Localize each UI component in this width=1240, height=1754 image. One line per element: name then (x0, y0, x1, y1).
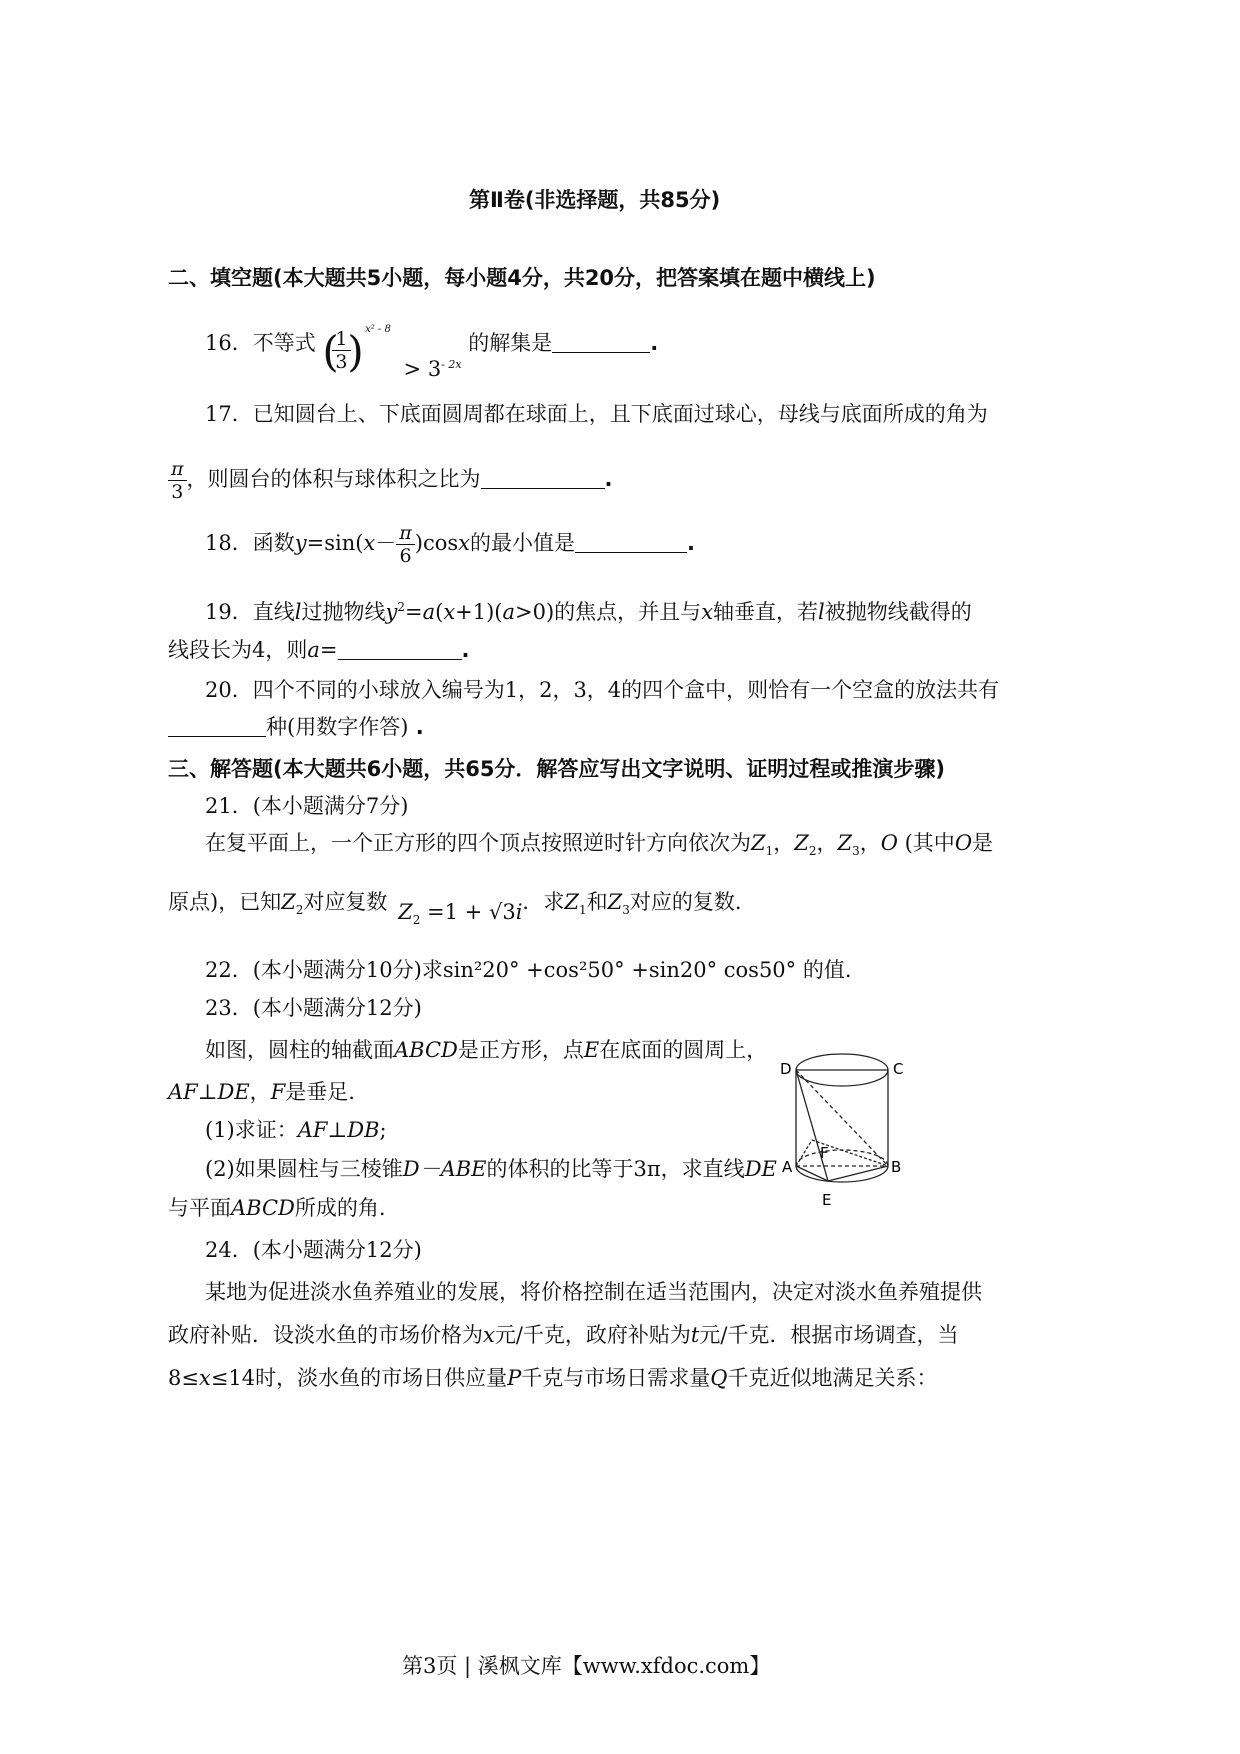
q16-suffix: 的解集是 (468, 331, 553, 355)
q23-e: E (583, 1038, 600, 1062)
part3-heading: 三、解答题(本大题共6小题，共65分．解答应写出文字说明、证明过程或推演步骤) (168, 757, 946, 781)
q21-paren: (其中 (904, 831, 955, 855)
q21-z3b: Z (607, 890, 623, 914)
q24-l3b: ≤14时，淡水鱼的市场日供应量 (210, 1366, 508, 1390)
q24-line2 (168, 1321, 958, 1349)
label-A: A (782, 1158, 793, 1176)
q19-x2: x (701, 600, 714, 624)
q24-x2: x (198, 1366, 211, 1390)
q18-y: y (294, 531, 307, 555)
q19-a3: a (307, 638, 320, 662)
q23-s2b: 的体积的比等于3π，求直线 (486, 1157, 745, 1181)
q21-is: 是 (972, 831, 994, 855)
q23-abcd2: ABCD (231, 1196, 295, 1220)
q24-title: 24．(本小题满分12分) (205, 1238, 422, 1262)
q23-de: DE (217, 1080, 250, 1104)
q19-t6: >0)的焦点，并且与 (515, 600, 702, 624)
q21-z2s: 2 (808, 844, 817, 859)
q23-de2: DE (744, 1157, 777, 1181)
q23-s2a: (2)如果圆柱与三棱锥 (205, 1157, 403, 1181)
label-C: C (893, 1060, 904, 1078)
q24-line3 (168, 1364, 938, 1392)
q19-l: l (294, 600, 302, 624)
q20-text: 种(用数字作答) (266, 715, 409, 739)
q24-l2c: 元/千克．根据市场调查，当 (699, 1323, 959, 1347)
part2-heading: 二、填空题(本大题共5小题，每小题4分，共20分，把答案填在题中横线上) (168, 266, 876, 290)
question-20-line2: 种(用数字作答) . (168, 713, 424, 741)
q21-l2d: 对应的复数. (629, 890, 742, 914)
question-17-line2: $\frac{\pi}{3}$ ，则圆台的体积与球体积之比为 . (168, 458, 612, 503)
label-B: B (891, 1158, 902, 1176)
q24-t: t (690, 1323, 700, 1347)
q19-eq: = (319, 638, 338, 662)
q16-exp: x² - 8 (365, 324, 391, 335)
q21-z1b: Z (564, 890, 579, 914)
q19-t5: +1)( (455, 600, 503, 624)
question-22: 22．(本小题满分10分)求sin²20° +cos²50° +sin20° cos50° 的值. (205, 958, 852, 982)
q18-answer-blank[interactable] (575, 532, 687, 553)
q23-db: DB (347, 1118, 380, 1142)
question-16: 16．不等式 ( $\frac{1}{3}$ ) $^{x^2 - 8} > 3^{- 2x}$ 的解集是 . (205, 324, 659, 381)
q19-t8: 被抛物线截得的 (824, 600, 972, 624)
q19-x: x (443, 600, 456, 624)
q19-y: y (385, 600, 398, 624)
q24-line1: 某地为促进淡水鱼养殖业的发展，将价格控制在适当范围内，决定对淡水鱼养殖提供 (205, 1280, 982, 1304)
q23-l1b: 是正方形，点 (457, 1038, 584, 1062)
q19-a1: a (422, 600, 436, 624)
q18-x2: x (458, 531, 470, 555)
q21-z1bs: 1 (579, 903, 587, 918)
q21-z3: Z (837, 831, 853, 855)
q23-s2d: 所成的角. (294, 1196, 386, 1220)
q21-formula-sub: 2 (412, 913, 421, 928)
q24-l2b: 元/千克，政府补贴为 (494, 1323, 691, 1347)
q18-frac-den: 6 (399, 545, 412, 567)
q21-z2bs: 2 (295, 903, 304, 918)
question-19-line2: 线段长为4，则a= . (168, 638, 470, 662)
question-20-line1: 20．四个不同的小球放入编号为1，2，3，4的四个盒中，则恰有一个空盒的放法共有 (205, 678, 1000, 702)
question-18: 18．函数y=sin(x－ $\frac{\pi}{6}$ )cosx的最小值是 . (205, 522, 695, 567)
q23-sub2 (205, 1155, 777, 1183)
q17-frac-num: π (168, 458, 187, 481)
q17-answer-blank[interactable] (481, 468, 605, 489)
q24-p: P (507, 1366, 522, 1390)
segment-af (796, 1140, 812, 1166)
q23-perp: ⊥ (197, 1080, 218, 1104)
q23-af: AF (168, 1080, 198, 1104)
label-E: E (822, 1191, 832, 1209)
q21-o2: O (954, 831, 973, 855)
q16-frac-den: 3 (335, 351, 348, 373)
q21-z1s: 1 (765, 844, 774, 859)
q21-formula-z: Z (398, 900, 413, 924)
q16-answer-blank[interactable] (552, 332, 650, 353)
q23-line1 (205, 1036, 767, 1064)
q18-after: )cos (414, 531, 459, 555)
q23-title: 23．(本小题满分12分) (205, 996, 422, 1020)
q21-z1: Z (751, 831, 766, 855)
q16-prefix: 16．不等式 (205, 331, 316, 355)
q24-q: Q (710, 1366, 728, 1390)
q23-l1c: 在底面的圆周上， (599, 1038, 768, 1062)
q23-af2: AF (297, 1118, 328, 1142)
q19-answer-blank[interactable] (338, 639, 462, 660)
label-D: D (780, 1060, 792, 1078)
q19-t7: 轴垂直，若 (713, 600, 819, 624)
q21-z3s: 3 (852, 844, 860, 859)
q24-l2a: 政府补贴．设淡水鱼的市场价格为 (168, 1323, 483, 1347)
q16-exp2: - 2x (441, 358, 462, 371)
q19-t4: ( (435, 600, 444, 624)
q21-line1: 在复平面上，一个正方形的四个顶点按照逆时针方向依次为$Z_1$，$Z_2$，$Z_3$，O (其中O是 (205, 831, 994, 859)
segment-eb (828, 1166, 888, 1181)
q23-f: F (270, 1080, 286, 1104)
q23-semi: ; (379, 1118, 387, 1142)
bottom-ellipse-front (796, 1166, 888, 1182)
q24-l3a: 8≤ (168, 1366, 199, 1390)
q21-title: 21．(本小题满分7分) (205, 794, 409, 818)
q24-l3d: 千克近似地满足关系： (727, 1366, 938, 1390)
q19-sup: 2 (397, 600, 405, 614)
page-footer: 第3页 | 溪枫文库【www.xfdoc.com】 (402, 1654, 771, 1678)
q23-sub2-line2 (168, 1194, 386, 1222)
q18-mid: =sin( (306, 531, 364, 555)
q18-frac-num: π (396, 522, 415, 545)
question-19-line1 (205, 593, 972, 626)
q23-line2: AF⊥DE，F是垂足. (168, 1080, 355, 1104)
q16-frac-num: 1 (332, 328, 350, 351)
label-F: F (820, 1144, 829, 1162)
q21-l2a: 原点)，已知 (168, 890, 282, 914)
q23-dabe: D－ABE (402, 1157, 487, 1181)
question-17-line1: 17．已知圆台上、下底面圆周都在球面上，且下底面过球心，母线与底面所成的角为 (205, 402, 988, 426)
q21-l2b: 对应复数 (303, 890, 388, 914)
q23-abcd: ABCD (394, 1038, 458, 1062)
q21-and: 和 (586, 890, 608, 914)
cylinder-figure (776, 1048, 916, 1218)
q21-formula-rest: =1 + √3 (420, 900, 516, 924)
section-title: 第Ⅱ卷(非选择题，共85分) (469, 188, 721, 212)
q19-line2: 线段长为4，则 (168, 638, 308, 662)
q21-line2 (168, 888, 742, 934)
q21-z2b: Z (281, 890, 296, 914)
q21-z3bs: 3 (622, 903, 630, 918)
q18-suffix: 的最小值是 (469, 531, 575, 555)
q16-gt: > 3 (403, 357, 442, 381)
q20-answer-blank[interactable] (168, 716, 266, 737)
q19-l2: l (818, 600, 825, 624)
q23-perp2: ⊥ (327, 1118, 348, 1142)
q23-sub1 (205, 1116, 387, 1144)
q21-l1: 在复平面上，一个正方形的四个顶点按照逆时针方向依次为 (205, 831, 751, 855)
q24-x: x (483, 1323, 495, 1347)
q21-o: O (880, 831, 898, 855)
q18-prefix: 18．函数 (205, 531, 295, 555)
q23-l1: 如图，圆柱的轴截面 (205, 1038, 394, 1062)
q19-a2: a (502, 600, 516, 624)
q18-minus: － (375, 531, 397, 555)
q23-s2c: 与平面 (168, 1196, 231, 1220)
q17-frac-den: 3 (171, 481, 184, 503)
q21-formula-i: i (515, 900, 523, 924)
q23-foot: 是垂足. (285, 1080, 355, 1104)
q19-t3: = (404, 600, 423, 624)
q19-t1: 19．直线 (205, 600, 295, 624)
q23-s1: (1)求证： (205, 1118, 298, 1142)
q19-t2: 过抛物线 (301, 600, 386, 624)
q21-z2: Z (794, 831, 809, 855)
q24-l3c: 千克与市场日需求量 (521, 1366, 711, 1390)
q17-text: ，则圆台的体积与球体积之比为 (186, 467, 481, 491)
q21-l2c: ．求 (522, 890, 565, 914)
q18-x1: x (363, 531, 376, 555)
